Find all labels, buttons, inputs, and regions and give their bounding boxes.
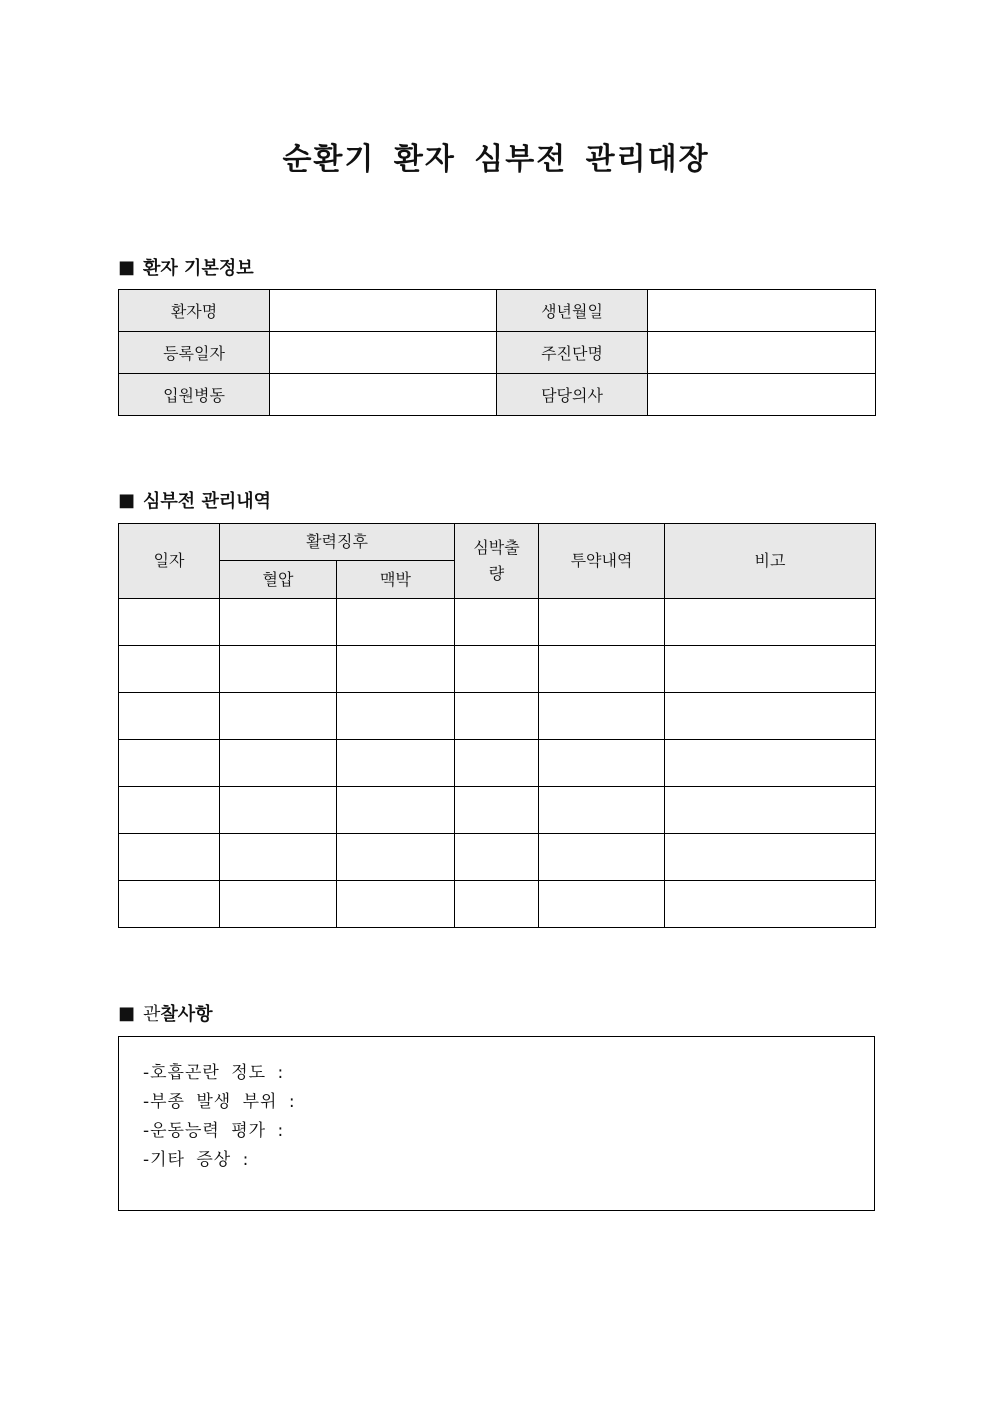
blood-pressure-cell[interactable] <box>220 646 337 693</box>
ward-label: 입원병동 <box>119 374 270 416</box>
date-cell[interactable] <box>119 646 220 693</box>
pulse-cell[interactable] <box>337 693 455 740</box>
vital-signs-header: 활력징후 <box>220 524 455 561</box>
ward-field[interactable] <box>270 374 497 416</box>
medication-cell[interactable] <box>539 834 665 881</box>
medication-header: 투약내역 <box>539 524 665 599</box>
cardiac-output-cell[interactable] <box>455 646 539 693</box>
blood-pressure-cell[interactable] <box>220 599 337 646</box>
blood-pressure-cell[interactable] <box>220 787 337 834</box>
dyspnea-degree-item: -호흡곤란 정도 : <box>143 1063 285 1083</box>
blood-pressure-cell[interactable] <box>220 881 337 928</box>
pulse-header: 맥박 <box>337 561 455 599</box>
basic-info-table <box>118 289 876 416</box>
table-row <box>119 881 876 928</box>
pulse-cell[interactable] <box>337 740 455 787</box>
remarks-cell[interactable] <box>665 693 876 740</box>
cardiac-output-header: 심박출 량 <box>455 524 539 599</box>
date-cell[interactable] <box>119 834 220 881</box>
attending-doctor-field[interactable] <box>648 374 876 416</box>
pulse-cell[interactable] <box>337 646 455 693</box>
medication-cell[interactable] <box>539 599 665 646</box>
remarks-header: 비고 <box>665 524 876 599</box>
date-cell[interactable] <box>119 693 220 740</box>
table-row <box>119 740 876 787</box>
remarks-cell[interactable] <box>665 881 876 928</box>
section-heading-basic-info <box>118 254 254 280</box>
cardiac-output-cell[interactable] <box>455 693 539 740</box>
patient-name-field[interactable] <box>270 290 497 332</box>
blood-pressure-cell[interactable] <box>220 740 337 787</box>
pulse-cell[interactable] <box>337 787 455 834</box>
cardiac-output-cell[interactable] <box>455 881 539 928</box>
table-row <box>119 374 876 416</box>
cardiac-output-cell[interactable] <box>455 787 539 834</box>
section-heading-management <box>118 487 271 513</box>
medication-cell[interactable] <box>539 881 665 928</box>
edema-site-item: -부종 발생 부위 : <box>143 1092 296 1112</box>
other-symptoms-item: -기타 증상 : <box>143 1150 250 1170</box>
registration-date-field[interactable] <box>270 332 497 374</box>
table-row <box>119 693 876 740</box>
pulse-cell[interactable] <box>337 834 455 881</box>
main-diagnosis-label: 주진단명 <box>497 332 648 374</box>
square-bullet-icon: ■ <box>118 489 136 511</box>
date-header: 일자 <box>119 524 220 599</box>
date-cell[interactable] <box>119 740 220 787</box>
cardiac-output-cell[interactable] <box>455 834 539 881</box>
cardiac-output-cell[interactable] <box>455 740 539 787</box>
remarks-cell[interactable] <box>665 740 876 787</box>
blood-pressure-header: 혈압 <box>220 561 337 599</box>
remarks-cell[interactable] <box>665 834 876 881</box>
cardiac-output-cell[interactable] <box>455 599 539 646</box>
remarks-cell[interactable] <box>665 599 876 646</box>
management-table <box>118 523 876 928</box>
birth-date-field[interactable] <box>648 290 876 332</box>
medication-cell[interactable] <box>539 646 665 693</box>
observation-box[interactable] <box>118 1036 875 1211</box>
table-header-row <box>119 524 876 561</box>
date-cell[interactable] <box>119 787 220 834</box>
medication-cell[interactable] <box>539 740 665 787</box>
table-row <box>119 290 876 332</box>
pulse-cell[interactable] <box>337 881 455 928</box>
blood-pressure-cell[interactable] <box>220 693 337 740</box>
section-title-prefix: 관 <box>143 1004 161 1025</box>
main-diagnosis-field[interactable] <box>648 332 876 374</box>
birth-date-label: 생년월일 <box>497 290 648 332</box>
observation-list <box>119 1037 874 1175</box>
pulse-cell[interactable] <box>337 599 455 646</box>
section-title: 찰사항 <box>160 1004 213 1025</box>
medication-cell[interactable] <box>539 787 665 834</box>
square-bullet-icon: ■ <box>118 256 136 278</box>
registration-date-label: 등록일자 <box>119 332 270 374</box>
medication-cell[interactable] <box>539 693 665 740</box>
section-title: 심부전 관리내역 <box>143 491 271 512</box>
table-row <box>119 646 876 693</box>
blood-pressure-cell[interactable] <box>220 834 337 881</box>
exercise-capacity-item: -운동능력 평가 : <box>143 1121 285 1141</box>
table-row <box>119 599 876 646</box>
date-cell[interactable] <box>119 599 220 646</box>
patient-name-label: 환자명 <box>119 290 270 332</box>
square-bullet-icon: ■ <box>118 1002 136 1024</box>
page-title: 순환기 환자 심부전 관리대장 <box>282 142 710 177</box>
table-row <box>119 834 876 881</box>
section-title: 환자 기본정보 <box>143 258 254 279</box>
date-cell[interactable] <box>119 881 220 928</box>
remarks-cell[interactable] <box>665 787 876 834</box>
table-row <box>119 332 876 374</box>
table-row <box>119 787 876 834</box>
attending-doctor-label: 담당의사 <box>497 374 648 416</box>
section-heading-observation <box>118 1000 213 1026</box>
remarks-cell[interactable] <box>665 646 876 693</box>
